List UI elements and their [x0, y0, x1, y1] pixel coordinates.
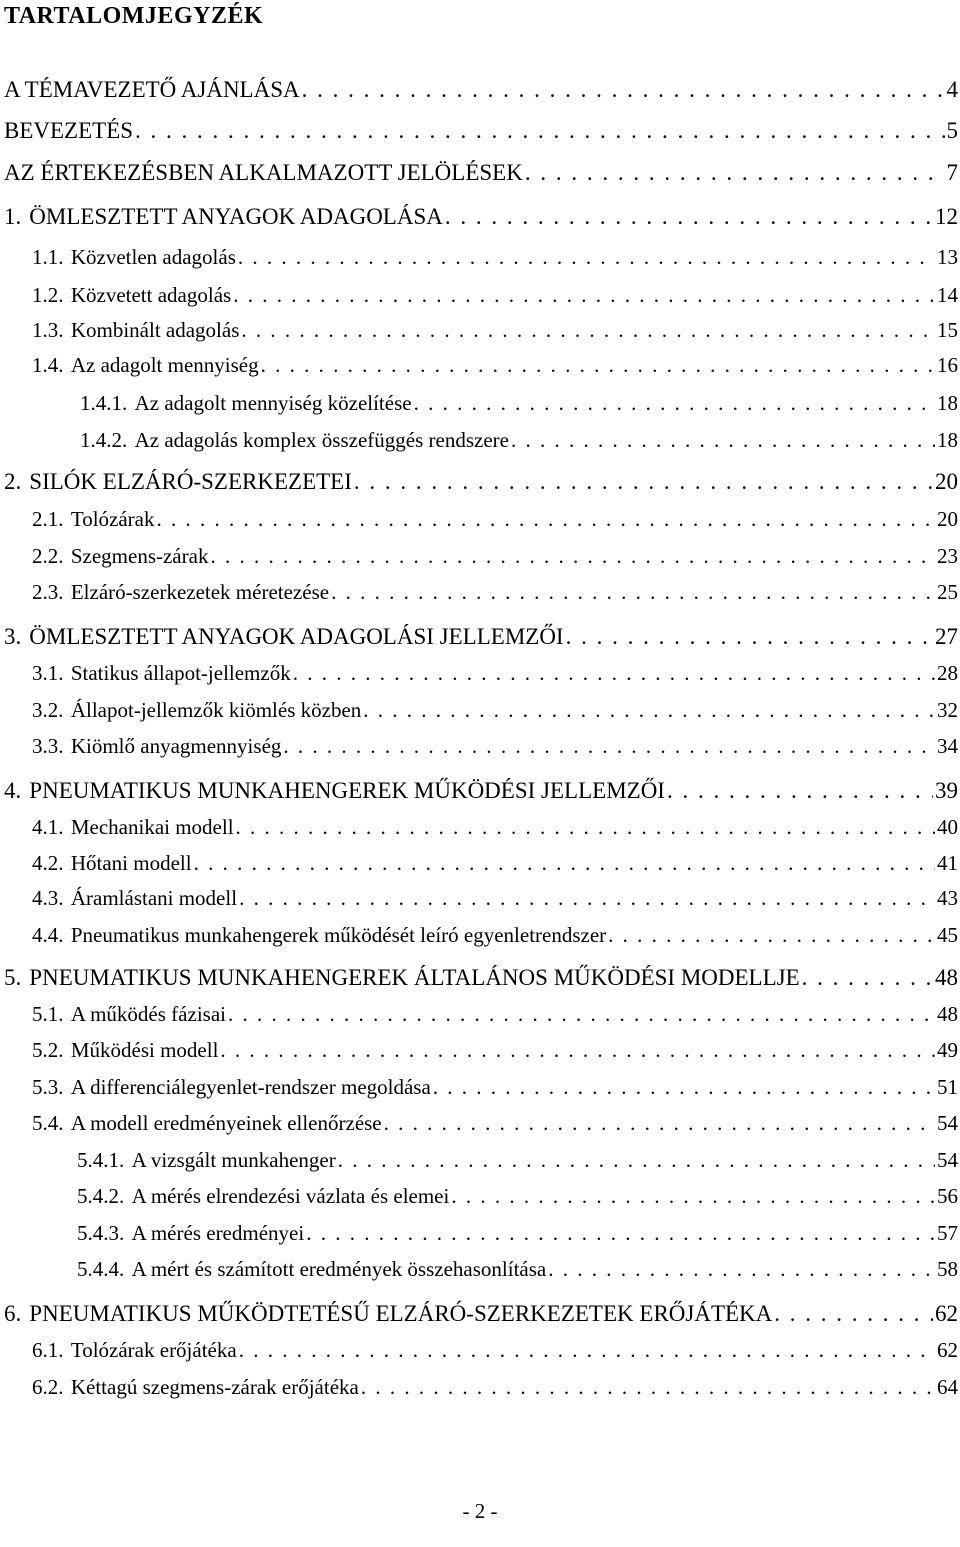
- toc-entry-page: 18: [937, 428, 958, 452]
- toc-entry-number: 4.: [4, 778, 22, 803]
- toc-entry-number: 5.4.1.: [77, 1148, 125, 1172]
- toc-entry-number: 4.4.: [32, 923, 64, 947]
- toc-leader-dots: [238, 242, 935, 272]
- page-title: TARTALOMJEGYZÉK: [4, 3, 264, 29]
- toc-leader-dots: [354, 467, 933, 497]
- toc-entry-number: 6.2.: [32, 1375, 64, 1399]
- toc-entry-title: A mérés elrendezési vázlata és elemei: [131, 1184, 450, 1208]
- toc-leader-dots: [451, 1181, 935, 1211]
- toc-entry-number: 5.4.: [32, 1111, 64, 1135]
- toc-leader-dots: [302, 75, 945, 105]
- toc-entry-title: Pneumatikus munkahengerek működését leíró egyenletrendszer: [70, 923, 607, 947]
- toc-entry-number: 3.: [4, 624, 22, 649]
- toc-entry-number: 2.3.: [32, 580, 64, 604]
- toc-entry-page: 39: [935, 778, 958, 803]
- toc-entry-title: Mechanikai modell: [70, 815, 234, 839]
- toc-entry[interactable]: [4, 776, 958, 806]
- toc-entry-title: BEVEZETÉS: [4, 118, 134, 143]
- toc-entry-page: 13: [937, 245, 958, 269]
- toc-entry-title: PNEUMATIKUS MUNKAHENGEREK MŰKÖDÉSI JELLEMZŐI: [29, 778, 665, 803]
- toc-leader-dots: [157, 504, 936, 534]
- toc-entry-number: 4.2.: [32, 851, 64, 875]
- toc-entry-page: 5: [946, 118, 958, 143]
- toc-leader-dots: [566, 622, 933, 652]
- toc-entry-page: 18: [937, 391, 958, 415]
- toc-entry-title: A mérés eredményei: [131, 1221, 305, 1245]
- toc-leader-dots: [384, 1108, 935, 1138]
- toc-entry-number: 3.3.: [32, 734, 64, 758]
- toc-entry[interactable]: [77, 1218, 958, 1248]
- toc-entry-page: 57: [937, 1221, 958, 1245]
- toc-leader-dots: [511, 425, 935, 455]
- toc-entry-title: Kombinált adagolás: [70, 318, 240, 342]
- toc-leader-dots: [236, 812, 935, 842]
- toc-entry-number: 3.1.: [32, 661, 64, 685]
- toc-entry-title: Tolózárak: [70, 507, 155, 531]
- toc-entry[interactable]: [4, 963, 958, 993]
- page-number: - 2 -: [462, 1499, 498, 1523]
- toc-entry-page: 64: [937, 1375, 958, 1399]
- toc-leader-dots: [608, 920, 935, 950]
- toc-entry-title: Az adagolt mennyiség: [70, 353, 259, 377]
- toc-leader-dots: [802, 963, 933, 993]
- toc-entry-number: 6.1.: [32, 1338, 64, 1362]
- toc-entry-number: 1.4.2.: [80, 428, 128, 452]
- toc-entry-page: 23: [937, 544, 958, 568]
- toc-entry-page: 48: [935, 965, 958, 990]
- toc-entry-number: 5.4.3.: [77, 1221, 125, 1245]
- toc-entry[interactable]: [32, 1072, 958, 1102]
- toc-entry-page: 54: [937, 1111, 958, 1135]
- toc-entry[interactable]: [32, 848, 958, 878]
- toc-entry-title: ÖMLESZTETT ANYAGOK ADAGOLÁSI JELLEMZŐI: [29, 624, 564, 649]
- toc-leader-dots: [293, 658, 935, 688]
- toc-leader-dots: [433, 1072, 935, 1102]
- toc-entry-title: A mért és számított eredmények összehasonlítása: [131, 1257, 547, 1281]
- toc-entry-number: 2.: [4, 469, 22, 494]
- toc-entry-title: Kéttagú szegmens-zárak erőjátéka: [70, 1375, 359, 1399]
- toc-entry-page: 49: [937, 1038, 958, 1062]
- toc-entry-title: Az adagolás komplex összefüggés rendszere: [134, 428, 509, 452]
- toc-entry[interactable]: [80, 388, 958, 418]
- toc-leader-dots: [445, 202, 933, 232]
- toc-entry-page: 56: [937, 1184, 958, 1208]
- toc-entry-title: A differenciálegyenlet-rendszer megoldása: [70, 1075, 431, 1099]
- toc-entry-page: 62: [935, 1301, 958, 1326]
- toc-leader-dots: [233, 280, 935, 310]
- toc-entry-number: 2.2.: [32, 544, 64, 568]
- toc-entry-title: SILÓK ELZÁRÓ-SZERKEZETEI: [29, 469, 352, 494]
- toc-leader-dots: [667, 776, 933, 806]
- toc-entry-page: 40: [937, 815, 958, 839]
- toc-entry-number: 1.1.: [32, 245, 64, 269]
- toc-entry[interactable]: [32, 541, 958, 571]
- toc-entry[interactable]: [32, 731, 958, 761]
- toc-entry-title: PNEUMATIKUS MUNKAHENGEREK ÁLTALÁNOS MŰKÖDÉSI MODELLJE: [29, 965, 800, 990]
- toc-leader-dots: [241, 315, 935, 345]
- toc-entry[interactable]: [4, 116, 958, 146]
- toc-entry-number: 4.3.: [32, 886, 64, 910]
- toc-leader-dots: [283, 731, 935, 761]
- toc-entry-number: 5.2.: [32, 1038, 64, 1062]
- toc-entry-number: 1.2.: [32, 283, 64, 307]
- toc-entry-number: 5.3.: [32, 1075, 64, 1099]
- toc-entry-title: PNEUMATIKUS MŰKÖDTETÉSŰ ELZÁRÓ-SZERKEZETEK ERŐJÁTÉKA: [29, 1301, 773, 1326]
- toc-entry[interactable]: [32, 999, 958, 1029]
- toc-entry-page: 25: [937, 580, 958, 604]
- toc-entry[interactable]: [32, 1108, 958, 1138]
- toc-leader-dots: [363, 695, 935, 725]
- toc-entry-number: 2.1.: [32, 507, 64, 531]
- toc-entry[interactable]: [32, 242, 958, 272]
- toc-entry-page: 14: [937, 283, 958, 307]
- toc-entry-page: 28: [937, 661, 958, 685]
- toc-entry-number: 6.: [4, 1301, 22, 1326]
- toc-entry-title: Működési modell: [70, 1038, 219, 1062]
- toc-entry[interactable]: [4, 622, 958, 652]
- toc-entry-page: 27: [935, 624, 958, 649]
- toc-entry[interactable]: [32, 695, 958, 725]
- toc-entry-title: Közvetett adagolás: [70, 283, 232, 307]
- toc-entry-title: ÖMLESZTETT ANYAGOK ADAGOLÁSA: [29, 204, 443, 229]
- toc-entry[interactable]: [32, 658, 958, 688]
- toc-entry-page: 20: [937, 507, 958, 531]
- toc-leader-dots: [306, 1218, 935, 1248]
- toc-entry-number: 1.4.1.: [80, 391, 128, 415]
- toc-entry[interactable]: [77, 1254, 958, 1284]
- toc-entry-page: 12: [935, 204, 958, 229]
- toc-entry-number: 5.4.2.: [77, 1184, 125, 1208]
- toc-entry[interactable]: [32, 577, 958, 607]
- toc-entry-number: 1.4.: [32, 353, 64, 377]
- toc-entry-number: 4.1.: [32, 815, 64, 839]
- toc-entry-title: Tolózárak erőjátéka: [70, 1338, 237, 1362]
- toc-entry-page: 34: [937, 734, 958, 758]
- toc-entry[interactable]: [32, 1335, 958, 1365]
- toc-entry-page: 32: [937, 698, 958, 722]
- toc-entry[interactable]: [32, 504, 958, 534]
- toc-entry-page: 54: [937, 1148, 958, 1172]
- toc-entry[interactable]: [32, 315, 958, 345]
- toc-entry[interactable]: [4, 75, 958, 105]
- toc-entry[interactable]: [32, 812, 958, 842]
- toc-entry[interactable]: [4, 1299, 958, 1329]
- toc-entry-title: Kiömlő anyagmennyiség: [70, 734, 282, 758]
- toc-entry-title: Hőtani modell: [70, 851, 192, 875]
- toc-entry-page: 20: [935, 469, 958, 494]
- toc-entry-number: 5.4.4.: [77, 1257, 125, 1281]
- toc-entry-page: 58: [937, 1257, 958, 1281]
- toc-entry-page: 7: [946, 160, 958, 185]
- toc-entry-title: Áramlástani modell: [70, 886, 238, 910]
- toc-entry-page: 45: [937, 923, 958, 947]
- toc-entry[interactable]: [4, 158, 958, 188]
- toc-leader-dots: [239, 883, 935, 913]
- toc-entry-number: 3.2.: [32, 698, 64, 722]
- toc-entry[interactable]: [4, 202, 958, 232]
- toc-entry-number: 1.: [4, 204, 22, 229]
- toc-entry-title: AZ ÉRTEKEZÉSBEN ALKALMAZOTT JELÖLÉSEK: [4, 160, 523, 185]
- toc-entry-page: 4: [946, 77, 958, 102]
- toc-entry[interactable]: [32, 1035, 958, 1065]
- toc-entry[interactable]: [80, 425, 958, 455]
- toc-entry-title: Állapot-jellemzők kiömlés közben: [70, 698, 362, 722]
- toc-leader-dots: [525, 158, 945, 188]
- toc-leader-dots: [331, 577, 935, 607]
- toc-entry[interactable]: [32, 1372, 958, 1402]
- toc-entry-page: 15: [937, 318, 958, 342]
- toc-leader-dots: [774, 1299, 933, 1329]
- toc-entry-title: Elzáró-szerkezetek méretezése: [70, 580, 330, 604]
- toc-entry-page: 62: [937, 1338, 958, 1362]
- toc-leader-dots: [220, 1035, 935, 1065]
- toc-entry[interactable]: [32, 920, 958, 950]
- toc-entry-title: Szegmens-zárak: [70, 544, 209, 568]
- toc-leader-dots: [548, 1254, 935, 1284]
- toc-leader-dots: [338, 1145, 935, 1175]
- toc-entry-number: 1.3.: [32, 318, 64, 342]
- toc-entry-title: A modell eredményeinek ellenőrzése: [70, 1111, 382, 1135]
- toc-leader-dots: [135, 116, 944, 146]
- toc-entry-title: Az adagolt mennyiség közelítése: [134, 391, 412, 415]
- toc-leader-dots: [210, 541, 935, 571]
- toc-entry[interactable]: [32, 350, 958, 380]
- toc-entry-title: Statikus állapot-jellemzők: [70, 661, 291, 685]
- toc-leader-dots: [194, 848, 935, 878]
- toc-entry-number: 5.1.: [32, 1002, 64, 1026]
- toc-leader-dots: [361, 1372, 935, 1402]
- toc-entry[interactable]: [77, 1181, 958, 1211]
- toc-leader-dots: [261, 350, 935, 380]
- toc-entry-page: 48: [937, 1002, 958, 1026]
- toc-entry-title: A TÉMAVEZETŐ AJÁNLÁSA: [4, 77, 300, 102]
- toc-leader-dots: [239, 1335, 935, 1365]
- toc-entry[interactable]: [32, 280, 958, 310]
- toc-entry[interactable]: [4, 467, 958, 497]
- toc-entry-title: Közvetlen adagolás: [70, 245, 236, 269]
- toc-entry[interactable]: [32, 883, 958, 913]
- toc-entry-title: A működés fázisai: [70, 1002, 226, 1026]
- toc-entry-page: 41: [937, 851, 958, 875]
- toc-entry-number: 5.: [4, 965, 22, 990]
- toc-entry-page: 16: [937, 353, 958, 377]
- toc-entry-title: A vizsgált munkahenger: [131, 1148, 336, 1172]
- toc-leader-dots: [228, 999, 935, 1029]
- toc-leader-dots: [414, 388, 935, 418]
- toc-entry-page: 43: [937, 886, 958, 910]
- toc-entry[interactable]: [77, 1145, 958, 1175]
- toc-entry-page: 51: [937, 1075, 958, 1099]
